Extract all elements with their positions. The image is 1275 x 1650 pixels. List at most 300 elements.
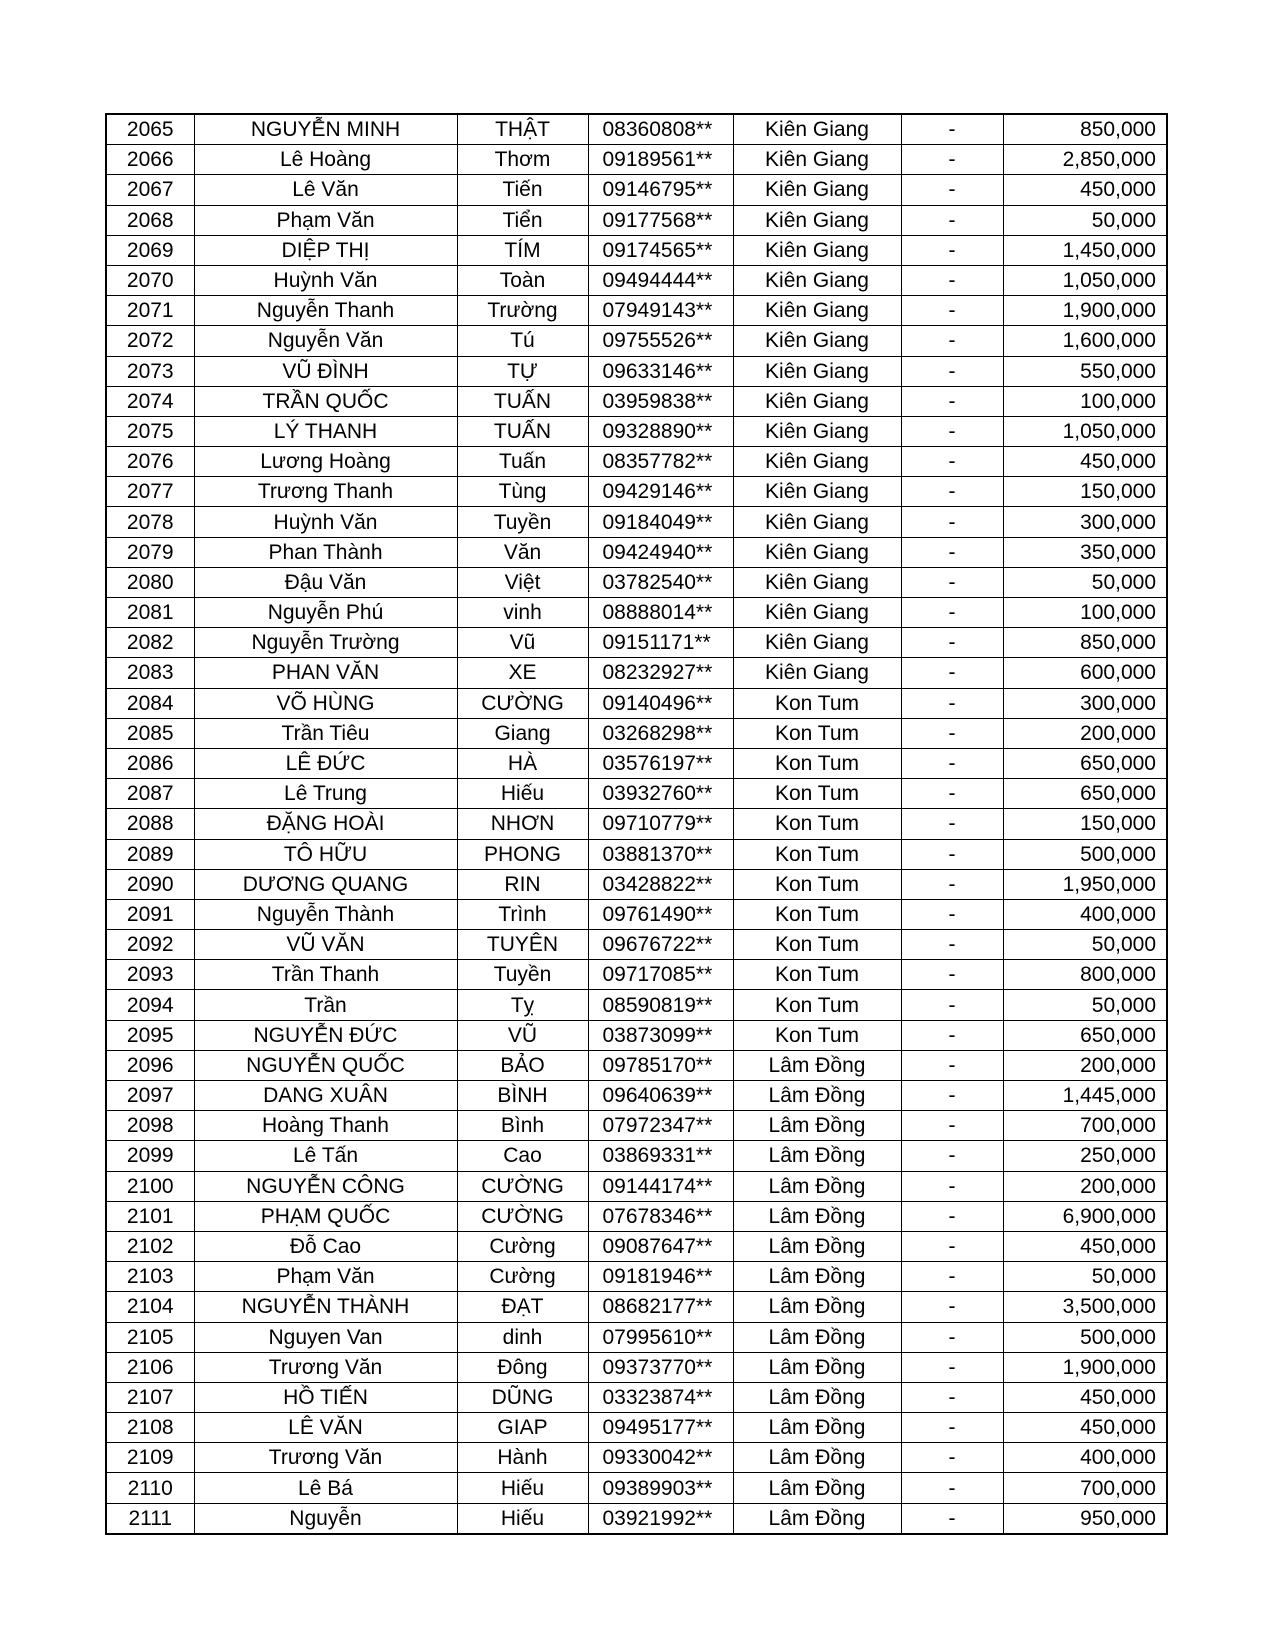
- last-name-cell: NGUYỄN CÔNG: [194, 1171, 457, 1201]
- row-number: 2088: [106, 809, 194, 839]
- province-cell: Lâm Đồng: [733, 1262, 901, 1292]
- table-row: [106, 386, 1167, 416]
- phone-cell: 09676722**: [588, 930, 733, 960]
- table-row: [106, 205, 1167, 235]
- row-number: 2096: [106, 1050, 194, 1080]
- first-name-cell: VŨ: [457, 1020, 588, 1050]
- last-name-cell: Trương Thanh: [194, 477, 457, 507]
- amount-cell: 450,000: [1003, 1231, 1167, 1261]
- row-number: 2107: [106, 1382, 194, 1412]
- amount-cell: 450,000: [1003, 1382, 1167, 1412]
- amount-cell: 550,000: [1003, 356, 1167, 386]
- first-name-cell: Hành: [457, 1443, 588, 1473]
- province-cell: Kiên Giang: [733, 477, 901, 507]
- last-name-cell: Lê Bá: [194, 1473, 457, 1503]
- province-cell: Lâm Đồng: [733, 1141, 901, 1171]
- table-row: [106, 1473, 1167, 1503]
- row-number: 2092: [106, 930, 194, 960]
- province-cell: Kon Tum: [733, 779, 901, 809]
- table-row: [106, 598, 1167, 628]
- row-number: 2069: [106, 235, 194, 265]
- last-name-cell: Nguyễn Thành: [194, 899, 457, 929]
- row-number: 2106: [106, 1352, 194, 1382]
- phone-cell: 03959838**: [588, 386, 733, 416]
- province-cell: Kon Tum: [733, 718, 901, 748]
- table-row: [106, 1020, 1167, 1050]
- phone-cell: 07678346**: [588, 1201, 733, 1231]
- last-name-cell: Lê Hoàng: [194, 145, 457, 175]
- table-row: [106, 1081, 1167, 1111]
- last-name-cell: DƯƠNG QUANG: [194, 869, 457, 899]
- first-name-cell: vinh: [457, 598, 588, 628]
- phone-cell: 03873099**: [588, 1020, 733, 1050]
- phone-cell: 08360808**: [588, 114, 733, 145]
- amount-cell: 1,900,000: [1003, 1352, 1167, 1382]
- table-row: [106, 1413, 1167, 1443]
- dash-cell: -: [901, 175, 1003, 205]
- phone-cell: 09373770**: [588, 1352, 733, 1382]
- table-row: [106, 1111, 1167, 1141]
- first-name-cell: CƯỜNG: [457, 688, 588, 718]
- phone-cell: 03921992**: [588, 1503, 733, 1534]
- table-row: [106, 114, 1167, 145]
- row-number: 2095: [106, 1020, 194, 1050]
- first-name-cell: BẢO: [457, 1050, 588, 1080]
- last-name-cell: LÊ ĐỨC: [194, 748, 457, 778]
- first-name-cell: XE: [457, 658, 588, 688]
- first-name-cell: CƯỜNG: [457, 1171, 588, 1201]
- table-row: [106, 839, 1167, 869]
- last-name-cell: Nguyễn Phú: [194, 598, 457, 628]
- first-name-cell: Trình: [457, 899, 588, 929]
- last-name-cell: VÕ HÙNG: [194, 688, 457, 718]
- last-name-cell: NGUYỄN QUỐC: [194, 1050, 457, 1080]
- province-cell: Kon Tum: [733, 748, 901, 778]
- dash-cell: -: [901, 1503, 1003, 1534]
- dash-cell: -: [901, 447, 1003, 477]
- last-name-cell: NGUYỄN MINH: [194, 114, 457, 145]
- phone-cell: 09174565**: [588, 235, 733, 265]
- last-name-cell: Đỗ Cao: [194, 1231, 457, 1261]
- last-name-cell: Hoàng Thanh: [194, 1111, 457, 1141]
- first-name-cell: HÀ: [457, 748, 588, 778]
- dash-cell: -: [901, 477, 1003, 507]
- first-name-cell: Thơm: [457, 145, 588, 175]
- first-name-cell: TUẤN: [457, 416, 588, 446]
- row-number: 2099: [106, 1141, 194, 1171]
- last-name-cell: LÊ VĂN: [194, 1413, 457, 1443]
- first-name-cell: Hiếu: [457, 779, 588, 809]
- last-name-cell: ĐẶNG HOÀI: [194, 809, 457, 839]
- last-name-cell: Nguyễn Trường: [194, 628, 457, 658]
- amount-cell: 500,000: [1003, 1322, 1167, 1352]
- row-number: 2077: [106, 477, 194, 507]
- province-cell: Kiên Giang: [733, 175, 901, 205]
- province-cell: Lâm Đồng: [733, 1503, 901, 1534]
- first-name-cell: DŨNG: [457, 1382, 588, 1412]
- phone-cell: 09087647**: [588, 1231, 733, 1261]
- table-row: [106, 1171, 1167, 1201]
- first-name-cell: Tuyền: [457, 960, 588, 990]
- phone-cell: 08232927**: [588, 658, 733, 688]
- row-number: 2073: [106, 356, 194, 386]
- table-row: [106, 930, 1167, 960]
- dash-cell: -: [901, 1322, 1003, 1352]
- first-name-cell: NHƠN: [457, 809, 588, 839]
- dash-cell: -: [901, 1081, 1003, 1111]
- phone-cell: 07972347**: [588, 1111, 733, 1141]
- phone-cell: 08590819**: [588, 990, 733, 1020]
- last-name-cell: Lương Hoàng: [194, 447, 457, 477]
- province-cell: Lâm Đồng: [733, 1352, 901, 1382]
- first-name-cell: TÍM: [457, 235, 588, 265]
- row-number: 2068: [106, 205, 194, 235]
- dash-cell: -: [901, 688, 1003, 718]
- province-cell: Lâm Đồng: [733, 1382, 901, 1412]
- province-cell: Kiên Giang: [733, 447, 901, 477]
- last-name-cell: NGUYỄN ĐỨC: [194, 1020, 457, 1050]
- phone-cell: 08682177**: [588, 1292, 733, 1322]
- first-name-cell: Bình: [457, 1111, 588, 1141]
- phone-cell: 03268298**: [588, 718, 733, 748]
- dash-cell: -: [901, 1292, 1003, 1322]
- row-number: 2103: [106, 1262, 194, 1292]
- phone-cell: 03881370**: [588, 839, 733, 869]
- amount-cell: 250,000: [1003, 1141, 1167, 1171]
- table-row: [106, 1201, 1167, 1231]
- amount-cell: 150,000: [1003, 477, 1167, 507]
- amount-cell: 1,445,000: [1003, 1081, 1167, 1111]
- row-number: 2091: [106, 899, 194, 929]
- first-name-cell: Tuấn: [457, 447, 588, 477]
- phone-cell: 08888014**: [588, 598, 733, 628]
- last-name-cell: Trần Tiêu: [194, 718, 457, 748]
- province-cell: Lâm Đồng: [733, 1443, 901, 1473]
- last-name-cell: PHẠM QUỐC: [194, 1201, 457, 1231]
- last-name-cell: TRẦN QUỐC: [194, 386, 457, 416]
- table-row: [106, 869, 1167, 899]
- province-cell: Kiên Giang: [733, 296, 901, 326]
- row-number: 2071: [106, 296, 194, 326]
- table-row: [106, 1503, 1167, 1534]
- province-cell: Kiên Giang: [733, 658, 901, 688]
- province-cell: Kiên Giang: [733, 507, 901, 537]
- amount-cell: 1,950,000: [1003, 869, 1167, 899]
- dash-cell: -: [901, 1262, 1003, 1292]
- province-cell: Kon Tum: [733, 990, 901, 1020]
- row-number: 2104: [106, 1292, 194, 1322]
- dash-cell: -: [901, 869, 1003, 899]
- amount-cell: 1,600,000: [1003, 326, 1167, 356]
- amount-cell: 6,900,000: [1003, 1201, 1167, 1231]
- row-number: 2098: [106, 1111, 194, 1141]
- amount-cell: 450,000: [1003, 1413, 1167, 1443]
- table-row: [106, 235, 1167, 265]
- amount-cell: 1,450,000: [1003, 235, 1167, 265]
- table-row: [106, 1292, 1167, 1322]
- province-cell: Kiên Giang: [733, 386, 901, 416]
- province-cell: Kiên Giang: [733, 598, 901, 628]
- row-number: 2083: [106, 658, 194, 688]
- last-name-cell: TÔ HỮU: [194, 839, 457, 869]
- table-row: [106, 779, 1167, 809]
- dash-cell: -: [901, 598, 1003, 628]
- phone-cell: 09429146**: [588, 477, 733, 507]
- last-name-cell: DANG XUÂN: [194, 1081, 457, 1111]
- phone-cell: 09424940**: [588, 537, 733, 567]
- first-name-cell: Tú: [457, 326, 588, 356]
- table-row: [106, 990, 1167, 1020]
- table-row: [106, 1050, 1167, 1080]
- table-row: [106, 688, 1167, 718]
- first-name-cell: Tiến: [457, 175, 588, 205]
- first-name-cell: CƯỜNG: [457, 1201, 588, 1231]
- last-name-cell: Lê Trung: [194, 779, 457, 809]
- dash-cell: -: [901, 930, 1003, 960]
- phone-cell: 09785170**: [588, 1050, 733, 1080]
- row-number: 2082: [106, 628, 194, 658]
- first-name-cell: Vũ: [457, 628, 588, 658]
- amount-cell: 300,000: [1003, 507, 1167, 537]
- province-cell: Kiên Giang: [733, 537, 901, 567]
- phone-cell: 09755526**: [588, 326, 733, 356]
- amount-cell: 600,000: [1003, 658, 1167, 688]
- province-cell: Kon Tum: [733, 869, 901, 899]
- amount-cell: 50,000: [1003, 567, 1167, 597]
- last-name-cell: VŨ ĐÌNH: [194, 356, 457, 386]
- row-number: 2072: [106, 326, 194, 356]
- phone-cell: 09181946**: [588, 1262, 733, 1292]
- last-name-cell: VŨ VĂN: [194, 930, 457, 960]
- amount-cell: 700,000: [1003, 1111, 1167, 1141]
- dash-cell: -: [901, 235, 1003, 265]
- table-row: [106, 326, 1167, 356]
- phone-cell: 09495177**: [588, 1413, 733, 1443]
- dash-cell: -: [901, 658, 1003, 688]
- dash-cell: -: [901, 1171, 1003, 1201]
- dash-cell: -: [901, 386, 1003, 416]
- first-name-cell: Cao: [457, 1141, 588, 1171]
- table-row: [106, 1262, 1167, 1292]
- province-cell: Lâm Đồng: [733, 1111, 901, 1141]
- table-row: [106, 507, 1167, 537]
- last-name-cell: Trần Thanh: [194, 960, 457, 990]
- amount-cell: 850,000: [1003, 114, 1167, 145]
- dash-cell: -: [901, 567, 1003, 597]
- amount-cell: 50,000: [1003, 930, 1167, 960]
- first-name-cell: TỰ: [457, 356, 588, 386]
- amount-cell: 650,000: [1003, 1020, 1167, 1050]
- dash-cell: -: [901, 1050, 1003, 1080]
- phone-cell: 09328890**: [588, 416, 733, 446]
- first-name-cell: Tỵ: [457, 990, 588, 1020]
- dash-cell: -: [901, 1201, 1003, 1231]
- first-name-cell: Đông: [457, 1352, 588, 1382]
- province-cell: Kiên Giang: [733, 416, 901, 446]
- first-name-cell: Tuyền: [457, 507, 588, 537]
- row-number: 2078: [106, 507, 194, 537]
- last-name-cell: NGUYỄN THÀNH: [194, 1292, 457, 1322]
- amount-cell: 650,000: [1003, 748, 1167, 778]
- last-name-cell: Nguyễn: [194, 1503, 457, 1534]
- phone-cell: 09144174**: [588, 1171, 733, 1201]
- phone-cell: 09633146**: [588, 356, 733, 386]
- amount-cell: 1,050,000: [1003, 416, 1167, 446]
- table-row: [106, 145, 1167, 175]
- row-number: 2089: [106, 839, 194, 869]
- dash-cell: -: [901, 839, 1003, 869]
- first-name-cell: GIAP: [457, 1413, 588, 1443]
- table-row: [106, 175, 1167, 205]
- province-cell: Lâm Đồng: [733, 1171, 901, 1201]
- phone-cell: 09717085**: [588, 960, 733, 990]
- phone-cell: 07949143**: [588, 296, 733, 326]
- row-number: 2090: [106, 869, 194, 899]
- province-cell: Lâm Đồng: [733, 1050, 901, 1080]
- phone-cell: 09140496**: [588, 688, 733, 718]
- amount-cell: 350,000: [1003, 537, 1167, 567]
- row-number: 2066: [106, 145, 194, 175]
- dash-cell: -: [901, 537, 1003, 567]
- phone-cell: 03932760**: [588, 779, 733, 809]
- last-name-cell: Trần: [194, 990, 457, 1020]
- province-cell: Kiên Giang: [733, 265, 901, 295]
- province-cell: Kiên Giang: [733, 114, 901, 145]
- last-name-cell: Phạm Văn: [194, 205, 457, 235]
- phone-cell: 09189561**: [588, 145, 733, 175]
- province-cell: Kiên Giang: [733, 326, 901, 356]
- province-cell: Lâm Đồng: [733, 1201, 901, 1231]
- province-cell: Kon Tum: [733, 839, 901, 869]
- dash-cell: -: [901, 1141, 1003, 1171]
- row-number: 2108: [106, 1413, 194, 1443]
- amount-cell: 300,000: [1003, 688, 1167, 718]
- table-row: [106, 628, 1167, 658]
- row-number: 2075: [106, 416, 194, 446]
- dash-cell: -: [901, 1382, 1003, 1412]
- phone-cell: 09761490**: [588, 899, 733, 929]
- row-number: 2101: [106, 1201, 194, 1231]
- table-row: [106, 899, 1167, 929]
- table-row: [106, 265, 1167, 295]
- phone-cell: 09177568**: [588, 205, 733, 235]
- table-body: [106, 114, 1167, 1534]
- dash-cell: -: [901, 718, 1003, 748]
- table-row: [106, 1382, 1167, 1412]
- dash-cell: -: [901, 1473, 1003, 1503]
- amount-cell: 200,000: [1003, 718, 1167, 748]
- donor-table: [105, 113, 1168, 1535]
- amount-cell: 200,000: [1003, 1050, 1167, 1080]
- amount-cell: 850,000: [1003, 628, 1167, 658]
- last-name-cell: Huỳnh Văn: [194, 507, 457, 537]
- phone-cell: 03428822**: [588, 869, 733, 899]
- phone-cell: 03782540**: [588, 567, 733, 597]
- last-name-cell: PHAN VĂN: [194, 658, 457, 688]
- table-row: [106, 296, 1167, 326]
- first-name-cell: dinh: [457, 1322, 588, 1352]
- dash-cell: -: [901, 1352, 1003, 1382]
- row-number: 2074: [106, 386, 194, 416]
- phone-cell: 09184049**: [588, 507, 733, 537]
- table-row: [106, 718, 1167, 748]
- dash-cell: -: [901, 809, 1003, 839]
- last-name-cell: Trương Văn: [194, 1352, 457, 1382]
- dash-cell: -: [901, 356, 1003, 386]
- row-number: 2109: [106, 1443, 194, 1473]
- row-number: 2097: [106, 1081, 194, 1111]
- dash-cell: -: [901, 145, 1003, 175]
- province-cell: Kon Tum: [733, 1020, 901, 1050]
- row-number: 2080: [106, 567, 194, 597]
- phone-cell: 07995610**: [588, 1322, 733, 1352]
- first-name-cell: Cường: [457, 1262, 588, 1292]
- last-name-cell: Nguyễn Thanh: [194, 296, 457, 326]
- document-page: [105, 113, 1166, 1535]
- last-name-cell: Nguyễn Văn: [194, 326, 457, 356]
- province-cell: Lâm Đồng: [733, 1292, 901, 1322]
- table-row: [106, 960, 1167, 990]
- province-cell: Kiên Giang: [733, 205, 901, 235]
- dash-cell: -: [901, 960, 1003, 990]
- dash-cell: -: [901, 748, 1003, 778]
- table-row: [106, 1231, 1167, 1261]
- phone-cell: 09494444**: [588, 265, 733, 295]
- dash-cell: -: [901, 1231, 1003, 1261]
- province-cell: Kiên Giang: [733, 567, 901, 597]
- table-row: [106, 1443, 1167, 1473]
- amount-cell: 1,900,000: [1003, 296, 1167, 326]
- first-name-cell: Hiếu: [457, 1473, 588, 1503]
- dash-cell: -: [901, 265, 1003, 295]
- phone-cell: 08357782**: [588, 447, 733, 477]
- row-number: 2111: [106, 1503, 194, 1534]
- last-name-cell: LÝ THANH: [194, 416, 457, 446]
- table-row: [106, 416, 1167, 446]
- dash-cell: -: [901, 416, 1003, 446]
- first-name-cell: ĐẠT: [457, 1292, 588, 1322]
- last-name-cell: Lê Tấn: [194, 1141, 457, 1171]
- table-row: [106, 658, 1167, 688]
- last-name-cell: Lê Văn: [194, 175, 457, 205]
- amount-cell: 50,000: [1003, 1262, 1167, 1292]
- phone-cell: 03869331**: [588, 1141, 733, 1171]
- province-cell: Kiên Giang: [733, 628, 901, 658]
- amount-cell: 100,000: [1003, 386, 1167, 416]
- phone-cell: 03576197**: [588, 748, 733, 778]
- amount-cell: 450,000: [1003, 175, 1167, 205]
- phone-cell: 03323874**: [588, 1382, 733, 1412]
- dash-cell: -: [901, 1111, 1003, 1141]
- amount-cell: 500,000: [1003, 839, 1167, 869]
- phone-cell: 09710779**: [588, 809, 733, 839]
- province-cell: Lâm Đồng: [733, 1231, 901, 1261]
- dash-cell: -: [901, 990, 1003, 1020]
- row-number: 2070: [106, 265, 194, 295]
- province-cell: Kon Tum: [733, 899, 901, 929]
- table-row: [106, 748, 1167, 778]
- last-name-cell: Huỳnh Văn: [194, 265, 457, 295]
- first-name-cell: Việt: [457, 567, 588, 597]
- row-number: 2067: [106, 175, 194, 205]
- first-name-cell: Hiếu: [457, 1503, 588, 1534]
- table-row: [106, 477, 1167, 507]
- amount-cell: 150,000: [1003, 809, 1167, 839]
- last-name-cell: Phan Thành: [194, 537, 457, 567]
- table-row: [106, 809, 1167, 839]
- dash-cell: -: [901, 205, 1003, 235]
- province-cell: Lâm Đồng: [733, 1473, 901, 1503]
